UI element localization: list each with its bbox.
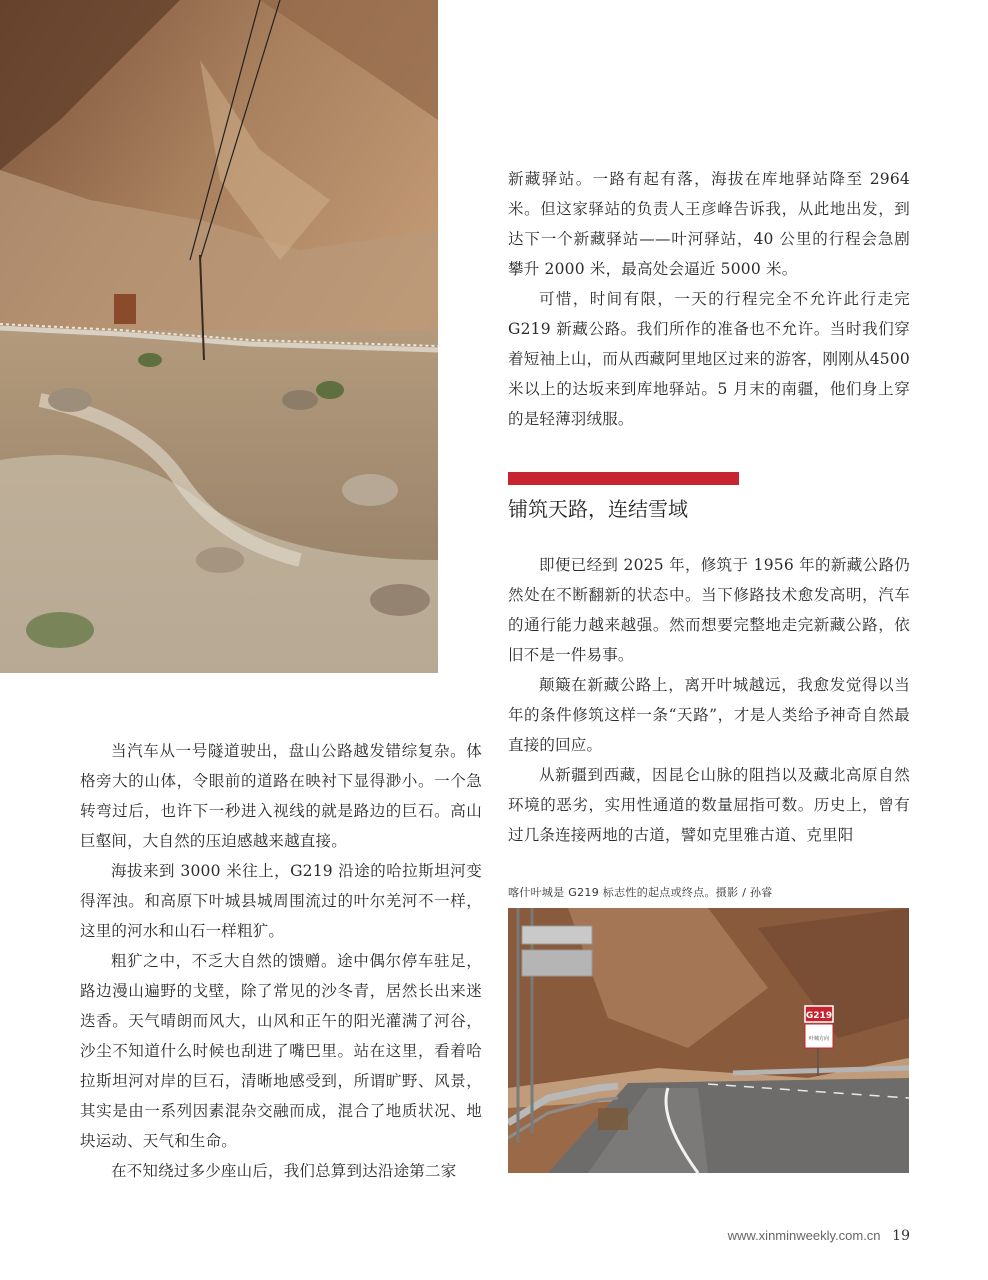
paragraph: 在不知绕过多少座山后，我们总算到达沿途第二家 xyxy=(111,1162,457,1180)
page-number: 19 xyxy=(892,1228,910,1244)
paragraph: 颠簸在新藏公路上，离开叶城越远，我愈发觉得以当年的条件修筑这样一条“天路”，才是人类给予神奇自然最直接的回应。 xyxy=(508,676,910,754)
paragraph: 新藏驿站。一路有起有落，海拔在库地驿站降至 2964 米。但这家驿站的负责人王彦峰告诉我，从此地出发，到达下一个新藏驿站——叶河驿站，40 公里的行程会急剧攀升 2000 米，最高处会逼近 5000 米。 xyxy=(508,170,910,278)
paragraph: 粗犷之中，不乏大自然的馈赠。途中偶尔停车驻足，路边漫山遍野的戈壁，除了常见的沙冬青，居然长出来迷迭香。天气晴朗而风大，山风和正午的阳光灌满了河谷，沙尘不知道什么时候也刮进了嘴巴里。站在这里，看着哈拉斯坦河对岸的巨石，清晰地感受到，所谓旷野、风景，其实是由一系列因素混杂交融而成，混合了地质状况、地块运动、天气和生命。 xyxy=(80,952,482,1150)
section-title: 铺筑天路，连结雪域 xyxy=(508,497,688,521)
mountain-road-photo xyxy=(0,0,438,673)
section-accent-bar xyxy=(508,472,739,485)
right-column-bottom xyxy=(508,550,910,850)
paragraph: 当汽车从一号隧道驶出，盘山公路越发错综复杂。体格旁大的山体，令眼前的道路在映衬下显得渺小。一个急转弯过后，也许下一秒进入视线的就是路边的巨石。高山巨壑间，大自然的压迫感越来越直接。 xyxy=(80,742,482,850)
road-sign-direction: 叶城方向 xyxy=(808,1036,830,1042)
right-column-top xyxy=(508,164,910,434)
page-footer xyxy=(728,1228,910,1244)
paragraph: 即便已经到 2025 年，修筑于 1956 年的新藏公路仍然处在不断翻新的状态中。当下修路技术愈发高明，汽车的通行能力越来越强。然而想要完整地走完新藏公路，依旧不是一件易事。 xyxy=(508,556,910,664)
website-url: www.xinminweekly.com.cn xyxy=(727,1228,881,1243)
paragraph: 可惜，时间有限，一天的行程完全不允许此行走完G219 新藏公路。我们所作的准备也不允许。当时我们穿着短袖上山，而从西藏阿里地区过来的游客，刚刚从4500 米以上的达坂来到库地驿站。5 月末的南疆，他们身上穿的是轻薄羽绒服。 xyxy=(508,290,910,428)
left-column xyxy=(80,736,482,1186)
photo-caption: 喀什叶城是 G219 标志性的起点或终点。摄影 / 孙睿 xyxy=(508,886,773,899)
paragraph: 海拔来到 3000 米往上，G219 沿途的哈拉斯坦河变得浑浊。和高原下叶城县城周围流过的叶尔羌河不一样，这里的河水和山石一样粗犷。 xyxy=(80,862,482,940)
paragraph: 从新疆到西藏，因昆仑山脉的阻挡以及藏北高原自然环境的恶劣，实用性通道的数量屈指可数。历史上，曾有过几条连接两地的古道，譬如克里雅古道、克里阳 xyxy=(508,766,910,844)
g219-road-photo xyxy=(508,908,909,1173)
road-sign-route: G219 xyxy=(805,1011,833,1021)
